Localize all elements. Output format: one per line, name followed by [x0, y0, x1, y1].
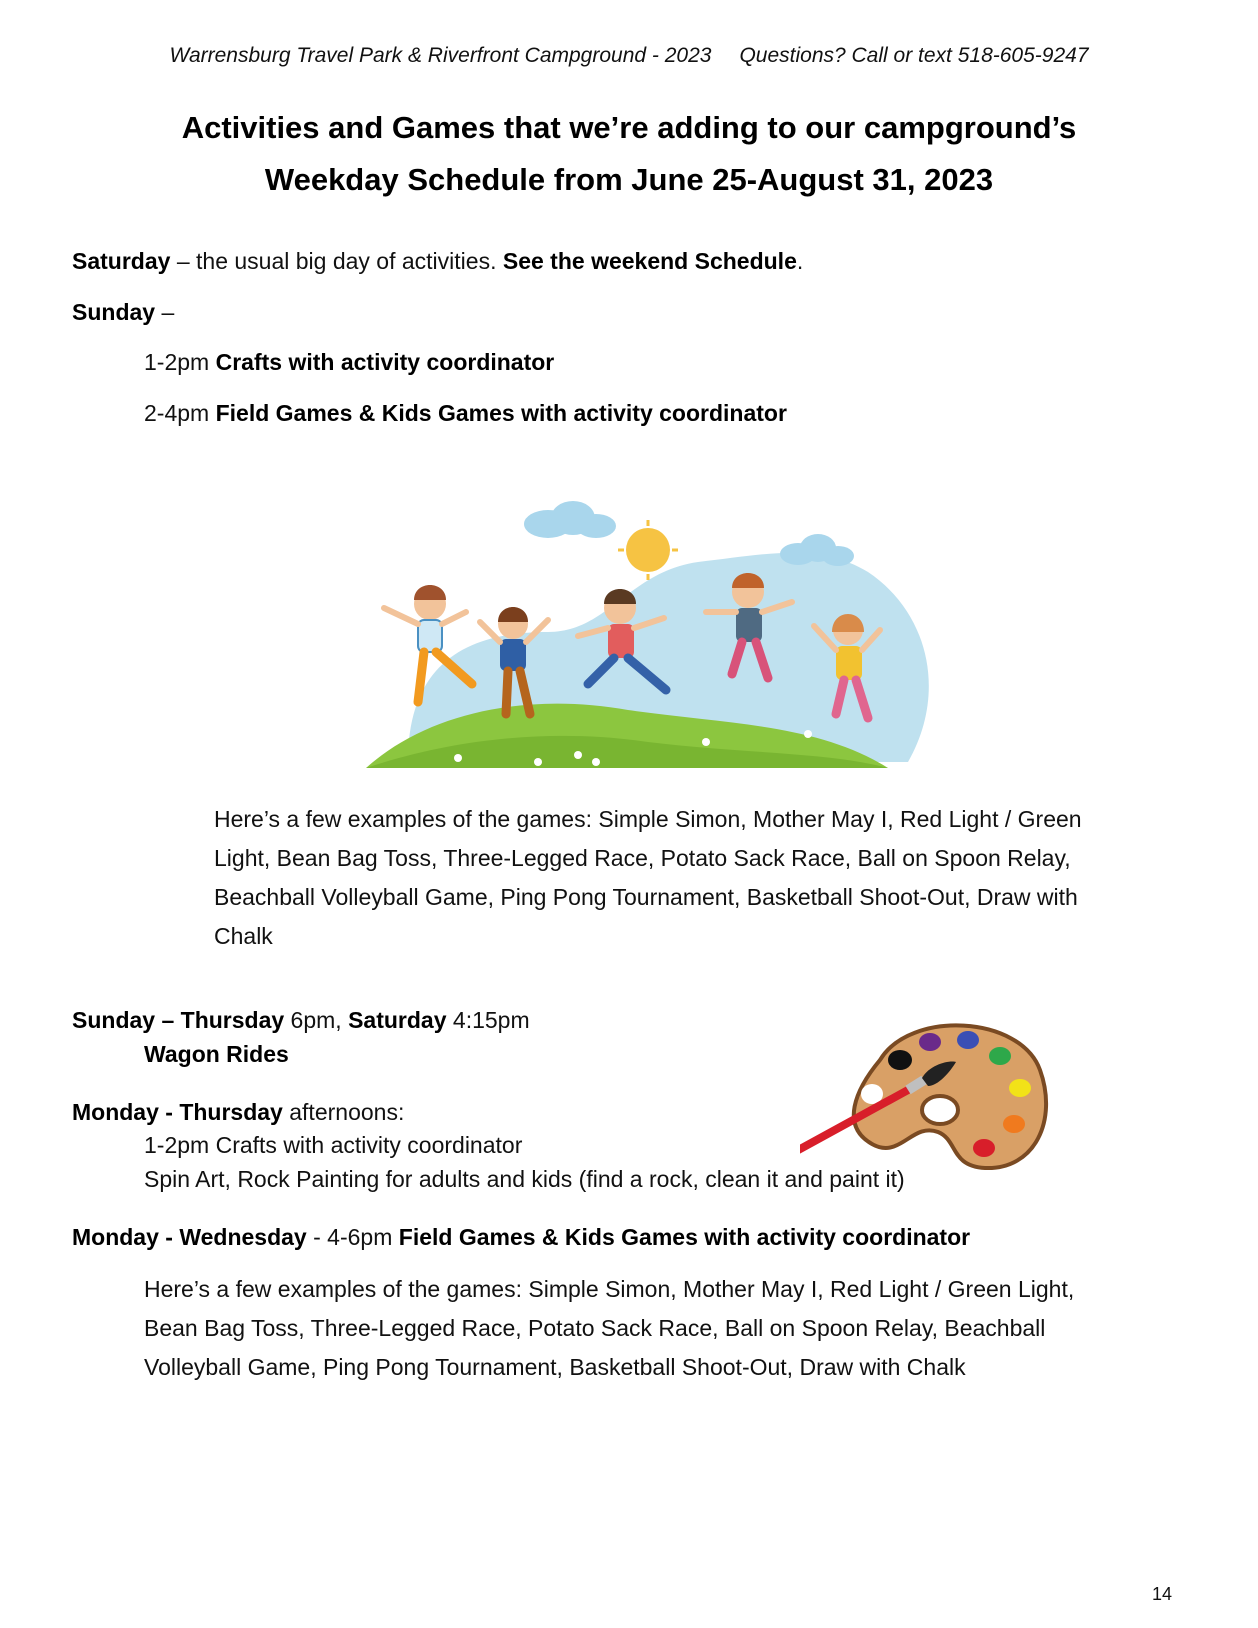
sunday-dash: – [155, 299, 175, 325]
header-contact: Questions? Call or text 518-605-9247 [739, 44, 1089, 67]
games-examples-1: Here’s a few examples of the games: Simple Simon, Mother May I, Red Light / Green Light, Bean Bag Toss, Three-Legged Race, Potato Sack Race, Ball on Spoon Relay, Beachball Volleyball Game, Ping Pong Tournament, Basketball Shoot-Out, Draw with Chalk [214, 806, 1082, 949]
mon-wed-time: - 4-6pm [306, 1224, 399, 1250]
mon-thu-spin-art: Spin Art, Rock Painting for adults and kids (find a rock, clean it and paint it) [144, 1166, 905, 1192]
sunday-crafts-time: 1-2pm [144, 349, 216, 375]
wagon-time-saturday: 4:15pm [446, 1007, 530, 1033]
paint-palette-illustration [800, 1020, 1090, 1180]
sunday-crafts-text: Crafts with activity coordinator [215, 349, 555, 375]
sunday-label: Sunday [72, 299, 156, 325]
mon-wed-line [72, 1224, 970, 1251]
mon-wed-activity: Field Games & Kids Games with activity coordinator [398, 1224, 971, 1250]
page-title [0, 102, 1258, 206]
sunday-item-games [144, 400, 787, 427]
weekend-schedule-ref: See the weekend Schedule [502, 248, 797, 274]
sunday-item-crafts [144, 349, 554, 376]
sunday-line [72, 299, 174, 326]
sunday-games-time: 2-4pm [144, 400, 216, 426]
wagon-days: Sunday – Thursday [72, 1007, 285, 1033]
saturday-end: . [796, 248, 804, 274]
kids-jumping-illustration [348, 462, 948, 802]
page-header [0, 44, 1258, 68]
header-campground: Warrensburg Travel Park & Riverfront Campground - 2023 [169, 44, 712, 67]
wagon-rides-label [144, 1041, 289, 1068]
wagon-saturday: Saturday [348, 1007, 447, 1033]
mon-thu-days: Monday - Thursday [72, 1099, 283, 1125]
mon-thu-afternoons: afternoons: [282, 1099, 405, 1125]
games-examples-2: Here’s a few examples of the games: Simple Simon, Mother May I, Red Light / Green Light, Bean Bag Toss, Three-Legged Race, Potato Sack Race, Ball on Spoon Relay, Beachball Volleyball Game, Ping Pong Tournament, Basketball Shoot-Out, Draw with Chalk [144, 1276, 1075, 1380]
saturday-label: Saturday [72, 248, 171, 274]
mon-thu-crafts: 1-2pm Crafts with activity coordinator [144, 1132, 523, 1158]
page-number: 14 [1151, 1584, 1172, 1604]
saturday-text: – the usual big day of activities. [170, 248, 503, 274]
mon-wed-days: Monday - Wednesday [72, 1224, 307, 1250]
title-line-1: Activities and Games that we’re adding to our campground’s [181, 110, 1077, 145]
sunday-games-text: Field Games & Kids Games with activity coordinator [215, 400, 787, 426]
wagon-time-weekday: 6pm, [284, 1007, 349, 1033]
mon-thu-line [72, 1099, 404, 1126]
title-line-2: Weekday Schedule from June 25-August 31, 2023 [264, 162, 994, 197]
wagon-rides-text: Wagon Rides [144, 1041, 289, 1067]
wagon-schedule-line [72, 1007, 530, 1034]
saturday-line [72, 248, 803, 275]
